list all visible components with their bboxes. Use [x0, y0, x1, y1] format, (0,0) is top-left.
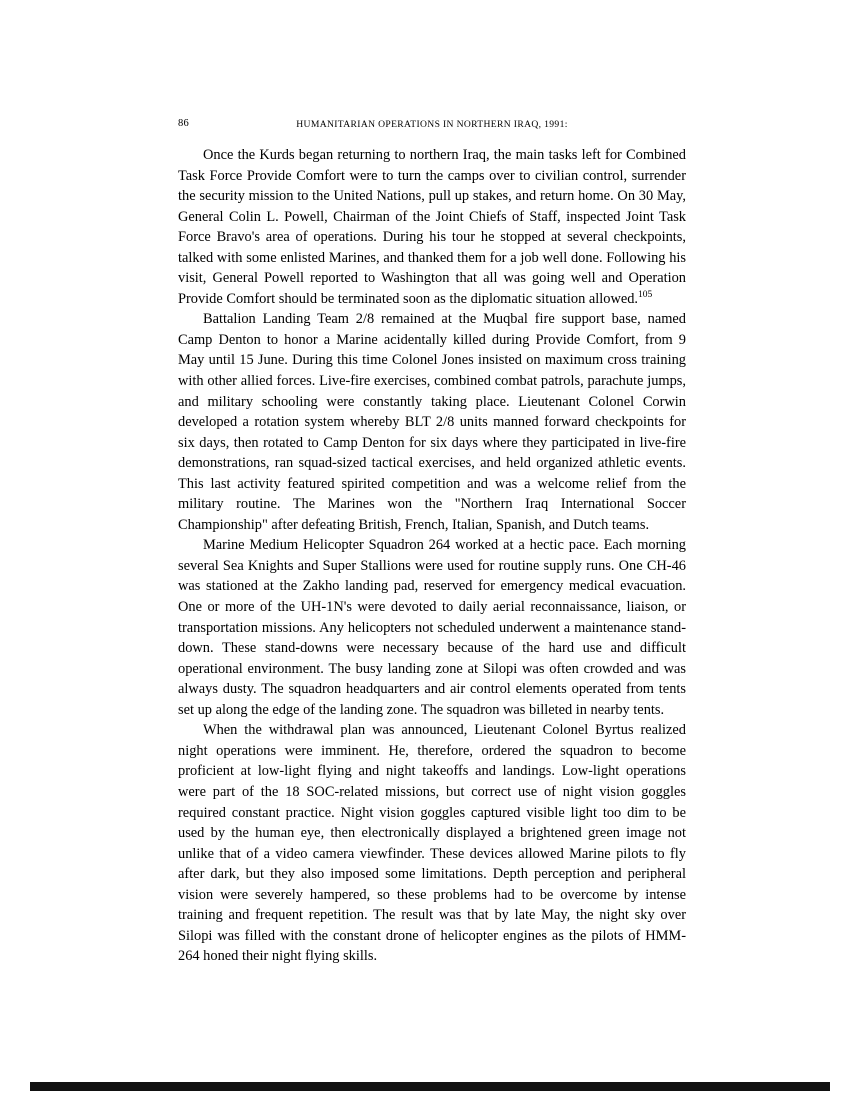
body-text-column [178, 145, 686, 967]
paragraph-2 [178, 309, 686, 535]
paragraph-4 [178, 720, 686, 967]
footnote-marker-105: 105 [638, 290, 653, 301]
page-number: 86 [178, 118, 189, 129]
page-footer-bar [30, 1082, 830, 1091]
paragraph-2-text: Battalion Landing Team 2/8 remained at the Muqbal fire support base, named Camp Denton to honor a Marine acidentally killed during Provide Comfort, from 9 May until 15 June. During this time Colonel Jones insisted on maximum cross training with other allied forces. Live-fire exercises, combined combat patrols, parachute jumps, and military schooling were constantly taking place. Lieutenant Colonel Corwin developed a rotation system whereby BLT 2/8 units manned forward checkpoints for six days, then rotated to Camp Denton for six days where they participated in live-fire demonstrations, ran squad-sized tactical exercises, and held organized athletic events. This last activity featured spirited competition and was a welcome relief from the military routine. The Marines won the "Northern Iraq International Soccer Championship" after defeating British, French, Italian, Spanish, and Dutch teams. [178, 311, 686, 533]
paragraph-1 [178, 145, 686, 309]
paragraph-4-text: When the withdrawal plan was announced, Lieutenant Colonel Byrtus realized night operations were imminent. He, therefore, ordered the squadron to become proficient at low-light flying and night takeoffs and landings. Low-light operations were part of the 18 SOC-related missions, but correct use of night vision goggles required constant practice. Night vision goggles captured visible light too dim to be used by the human eye, then electronically displayed a brightened green image not unlike that of a video camera viewfinder. These devices allowed Marine pilots to fly after dark, but they also imposed some limitations. Depth perception and peripheral vision were severely hampered, so these problems had to be overcome by intense training and frequent repetition. The result was that by late May, the night sky over Silopi was filled with the constant drone of helicopter engines as the pilots of HMM-264 honed their night flying skills. [178, 722, 686, 965]
page-header [178, 118, 686, 132]
paragraph-3 [178, 535, 686, 720]
paragraph-3-text: Marine Medium Helicopter Squadron 264 worked at a hectic pace. Each morning several Sea Knights and Super Stallions were used for routine supply runs. One CH-46 was stationed at the Zakho landing pad, reserved for emergency medical evacuation. One or more of the UH-1N's were devoted to daily aerial reconnaissance, liaison, or transportation missions. Any helicopters not scheduled underwent a maintenance stand-down. These stand-downs were necessary because of the hard use and difficult operational environment. The busy landing zone at Silopi was often crowded and was always dusty. The squadron headquarters and air control elements operated from tents set up along the edge of the landing zone. The squadron was billeted in nearby tents. [178, 537, 686, 718]
paragraph-1-text: Once the Kurds began returning to northern Iraq, the main tasks left for Combined Task Force Provide Comfort were to turn the camps over to civilian control, surrender the security mission to the United Nations, pull up stakes, and return home. On 30 May, General Colin L. Powell, Chairman of the Joint Chiefs of Staff, inspected Joint Task Force Bravo's area of operations. During his tour he stopped at several checkpoints, talked with some enlisted Marines, and thanked them for a job well done. Following his visit, General Powell reported to Washington that all was going well and Operation Provide Comfort should be terminated soon as the diplomatic situation allowed. [178, 147, 686, 307]
running-head: HUMANITARIAN OPERATIONS IN NORTHERN IRAQ, 1991: [296, 119, 568, 130]
